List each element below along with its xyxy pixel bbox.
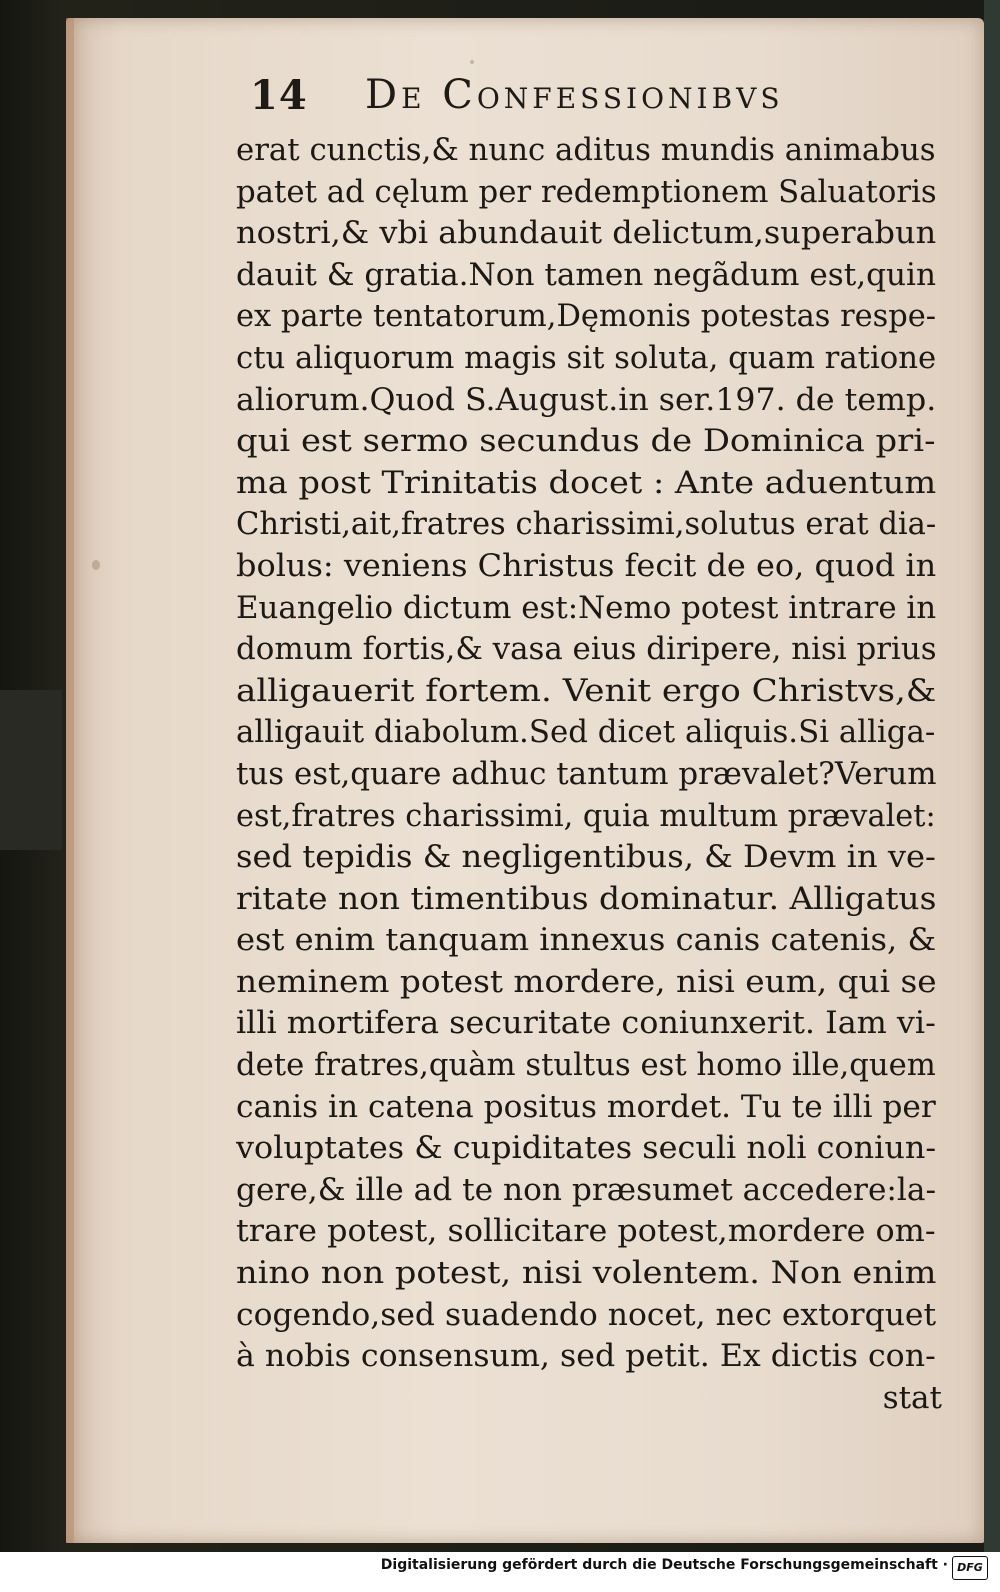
dfg-logo-icon: DFG bbox=[952, 1556, 988, 1580]
text-line: trare potest, sollicitare potest,mordere om- bbox=[236, 1213, 936, 1250]
text-line: dete fratres,quàm stultus est homo ille,quem bbox=[236, 1047, 936, 1084]
text-line: alligauit diabolum.Sed dicet aliquis.Si alliga- bbox=[236, 714, 936, 751]
text-line: nino non potest, nisi volentem. Non enim bbox=[236, 1255, 937, 1292]
page-header bbox=[250, 72, 940, 128]
text-line: tus est,quare adhuc tantum prævalet?Verum bbox=[236, 755, 937, 792]
footer-credit: Digitalisierung gefördert durch die Deutsche Forschungsgemeinschaft · bbox=[380, 1557, 948, 1573]
text-line: erat cunctis,& nunc aditus mundis animabus bbox=[236, 132, 936, 168]
text-line: alligauerit fortem. Venit ergo Christvs,& bbox=[236, 672, 937, 709]
text-line: voluptates & cupiditates seculi noli coniun- bbox=[236, 1130, 937, 1167]
text-line: ex parte tentatorum,Dęmonis potestas respe- bbox=[236, 298, 937, 335]
text-line: Christi,ait,fratres charissimi,solutus erat dia- bbox=[236, 506, 937, 543]
paper-stain bbox=[470, 60, 474, 64]
body-text bbox=[236, 130, 942, 1419]
page-number: 14 bbox=[250, 72, 308, 119]
text-line: Euangelio dictum est:Nemo potest intrare in bbox=[236, 589, 937, 626]
text-line: canis in catena positus mordet. Tu te illi per bbox=[236, 1088, 936, 1125]
text-line: illi mortifera securitate coniunxerit. Iam vi- bbox=[236, 1005, 936, 1042]
text-line: aliorum.Quod S.August.in ser.197. de temp. bbox=[236, 381, 937, 418]
paper-stain bbox=[92, 560, 100, 570]
text-line: gere,& ille ad te non præsumet accedere:la- bbox=[236, 1171, 937, 1208]
text-line: à nobis consensum, sed petit. Ex dictis con- bbox=[236, 1338, 936, 1375]
text-line: qui est sermo secundus de Dominica pri- bbox=[236, 423, 936, 460]
page-gutter-shadow bbox=[66, 18, 74, 1543]
text-line: bolus: veniens Christus fecit de eo, quod in bbox=[236, 547, 937, 584]
text-line: ctu aliquorum magis sit soluta, quam ratione bbox=[236, 339, 936, 376]
text-line: domum fortis,& vasa eius diripere, nisi prius bbox=[236, 631, 937, 668]
running-head: De Confessionibvs bbox=[365, 72, 784, 118]
binding-edge bbox=[984, 0, 1000, 1592]
text-line: neminem potest mordere, nisi eum, qui se bbox=[236, 963, 937, 1000]
text-line: patet ad cęlum per redemptionem Saluatoris bbox=[236, 173, 937, 210]
text-line: nostri,& vbi abundauit delictum,superabun bbox=[236, 215, 937, 252]
text-line: ma post Trinitatis docet : Ante aduentum bbox=[236, 464, 937, 501]
text-line: dauit & gratia.Non tamen negãdum est,quin bbox=[236, 256, 936, 293]
text-line: ritate non timentibus dominatur. Alligatus bbox=[236, 880, 936, 917]
text-line: est,fratres charissimi, quia multum prævalet: bbox=[236, 797, 936, 834]
text-line: sed tepidis & negligentibus, & Devm in ve- bbox=[236, 839, 936, 876]
text-line: est enim tanquam innexus canis catenis, & bbox=[236, 922, 936, 959]
catchword: stat bbox=[882, 1379, 942, 1416]
adjacent-page-fragment bbox=[0, 690, 62, 850]
text-line: cogendo,sed suadendo nocet, nec extorquet bbox=[236, 1296, 937, 1333]
